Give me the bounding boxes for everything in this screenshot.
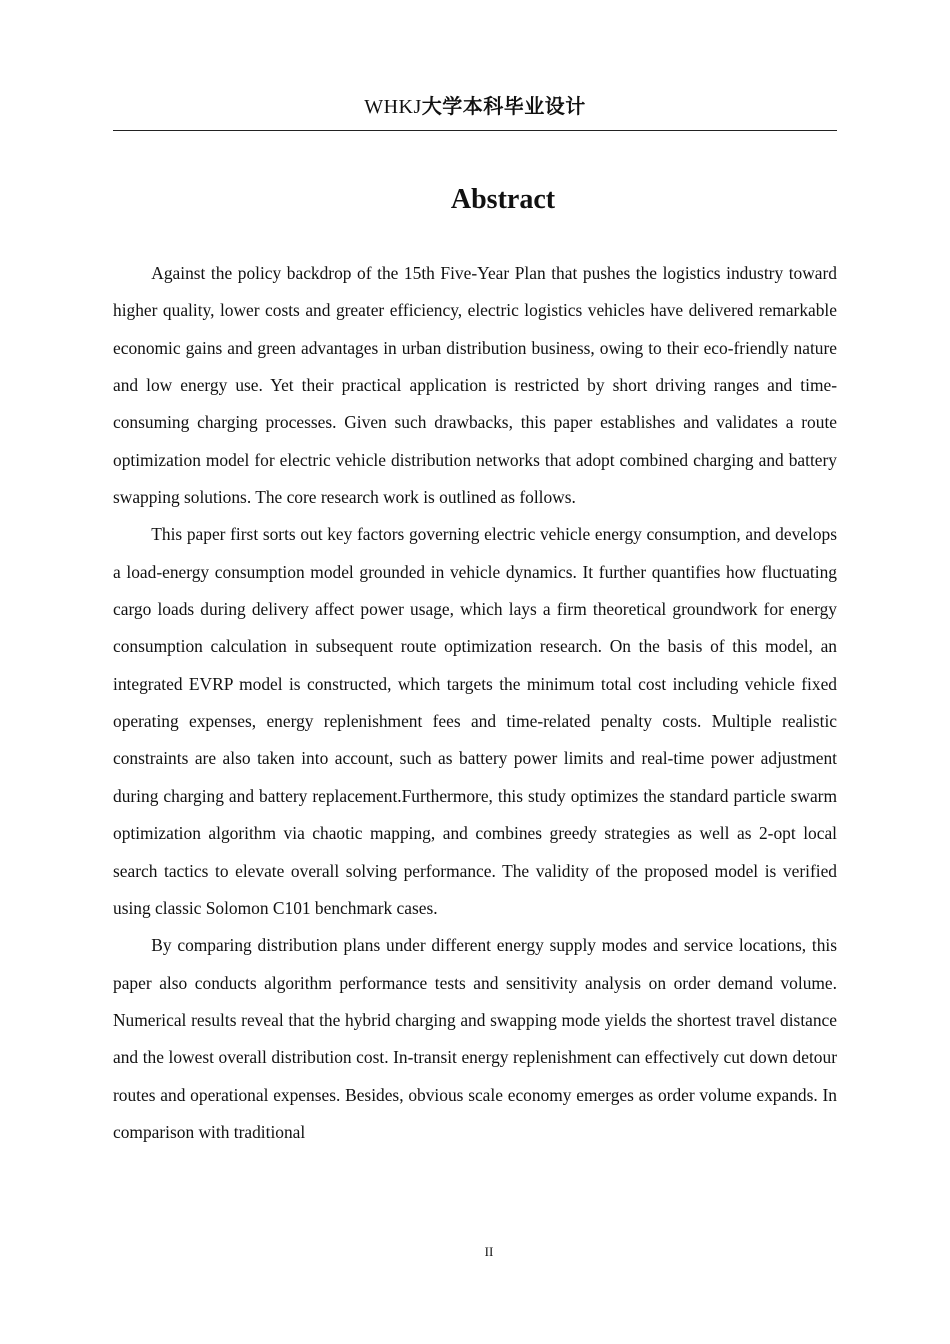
abstract-title: Abstract xyxy=(450,184,556,215)
running-header-cjk: 大学本科毕业设计 xyxy=(421,94,586,118)
abstract-paragraph-2: This paper first sorts out key factors governing electric vehicle energy consumption, and develops a load-energy consumption model grounded in vehicle dynamics. It further quantifies how fluctuating cargo loads during delivery affect power usage, which lays a firm theoretical groundwork for energy consumption calculation in subsequent route optimization research. On the basis of this model, an integrated EVRP model is constructed, which targets the minimum total cost including vehicle fixed operating expenses, energy replenishment fees and time-related penalty costs. Multiple realistic constraints are also taken into account, such as battery power limits and real-time power adjustment during charging and battery replacement.Furthermore, this study optimizes the standard particle swarm optimization algorithm via chaotic mapping, and combines greedy strategies as well as 2-opt local search tactics to elevate overall solving performance. The validity of the proposed model is verified using classic Solomon C101 benchmark cases. xyxy=(113,524,837,918)
page-number: II xyxy=(484,1244,494,1259)
abstract-body xyxy=(113,255,837,1151)
running-header xyxy=(113,92,837,121)
abstract-paragraph-3: By comparing distribution plans under different energy supply modes and service locations, this paper also conducts algorithm performance tests and sensitivity analysis on order demand volume. Numerical results reveal that the hybrid charging and swapping mode yields the shortest travel distance and the lowest overall distribution cost. In-transit energy replenishment can effectively cut down detour routes and operational expenses. Besides, obvious scale economy emerges as order volume expands. In comparison with traditional xyxy=(113,935,837,1142)
abstract-paragraph-1: Against the policy backdrop of the 15th Five-Year Plan that pushes the logistics industry toward higher quality, lower costs and greater efficiency, electric logistics vehicles have delivered remarkable economic gains and green advantages in urban distribution business, owing to their eco-friendly nature and low energy use. Yet their practical application is restricted by short driving ranges and time-consuming charging processes. Given such drawbacks, this paper establishes and validates a route optimization model for electric vehicle distribution networks that adopt combined charging and battery swapping solutions. The core research work is outlined as follows. xyxy=(113,263,837,508)
header-rule xyxy=(113,130,837,131)
running-header-latin: WHKJ xyxy=(364,96,422,118)
